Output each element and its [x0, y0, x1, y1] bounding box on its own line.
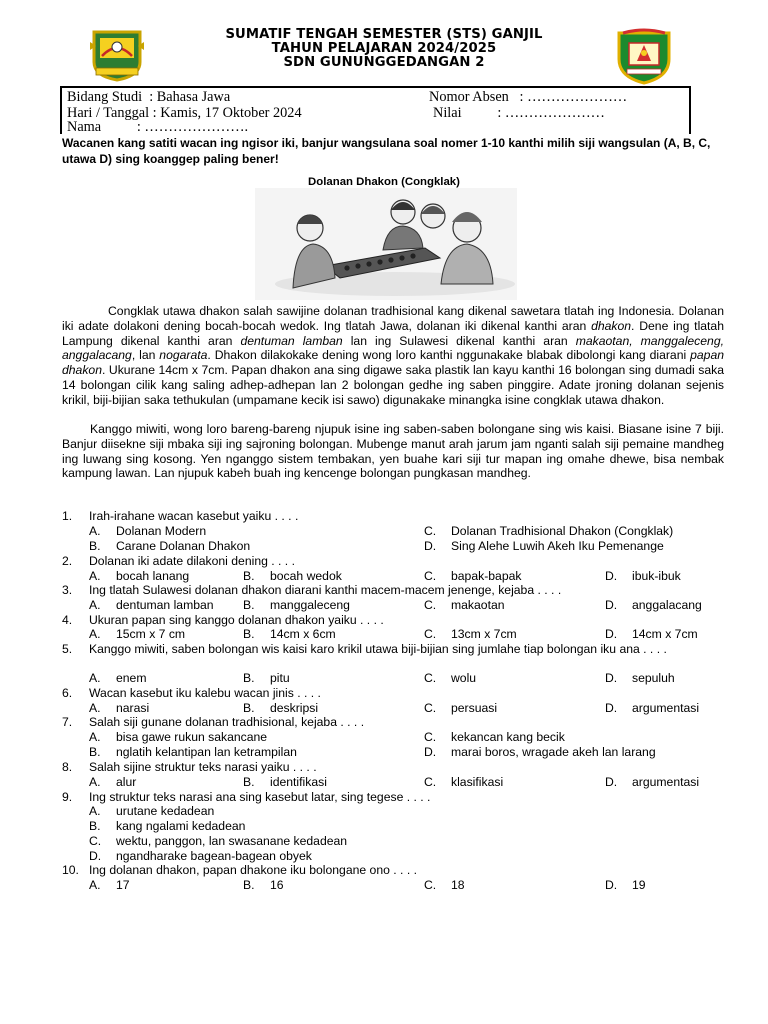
option-letter: B. [89, 819, 101, 833]
option-text: bapak-bapak [451, 569, 522, 583]
answer-option-b[interactable] [243, 627, 336, 641]
option-text: Carane Dolanan Dhakon [116, 539, 251, 553]
answer-option-b[interactable] [243, 598, 350, 612]
option-letter: D. [605, 627, 618, 641]
nilai-field[interactable]: Nilai : ………………… [433, 105, 605, 121]
option-text: klasifikasi [451, 775, 504, 789]
option-letter: A. [89, 524, 101, 538]
option-letter: B. [243, 569, 255, 583]
option-text: 13cm x 7cm [451, 627, 517, 641]
option-text: argumentasi [632, 775, 700, 789]
option-text: marai boros, wragade akeh lan larang [451, 745, 656, 759]
question-text: Ukuran papan sing kanggo dolanan dhakon yaiku . . . . [89, 613, 384, 627]
answer-option-b[interactable] [89, 745, 297, 759]
answer-option-a[interactable] [89, 730, 267, 744]
reading-paragraph-1: Congklak utawa dhakon salah sawijine dolanan tradhisional kang dikenal sawetara tlatah ing Indonesia. Dolanan iki adate dolakoni dening bocah-bocah wedok. Ing tlatah Jawa, dolanan iki dikenal kanthi aran dhakon. Dene ing tlatah Lampung dikenal kanthi aran dentuman lamban lan ing Sulawesi dikenal kanthi aran makaotan, manggaleceng, anggalacang, lan nogarata. Dhakon dilakokake dening wong loro kanthi nggunakake blabak dibolongi kang diarani papan dhakon. Ukurane 14cm x 7cm. Papan dhakon ana sing digawe saka plastik lan kayu kanthi 16 bolongan sing dumadi saka 14 bolongan cilik kang saling adhep-adhepan lan 2 bolongan gedhe ing saben pinggire. Adate jroning dolanan sejenis krikil, biji-bijian saka tethukulan (umpamane kecik isi sawo) digunakake minangka isine congklak utawa dhakon. [62, 304, 724, 407]
option-letter: C. [424, 598, 437, 612]
option-text: 16 [270, 878, 284, 892]
reading-paragraph-2: Kanggo miwiti, wong loro bareng-bareng njupuk isine ing saben-saben bolongane sing wis kaisi. Biasane isine 7 biji. Banjur diisekne siji mbaka siji ing sajroning bolongan. Mubenge manut arah jarum jam nganti salah siji pemaine mandheg ing luwang sing kosong. Yen nganggo sistem tembakan, yen buahe kari siji tur mapan ing omahe dhewe, bisa nembak kampung lawan. Lan njupuk kabeh buah ing kencenge bolongan pungkasan mandheg. [62, 422, 724, 481]
question-text: Dolanan iki adate dilakoni dening . . . . [89, 554, 295, 568]
option-letter: C. [89, 834, 102, 848]
option-letter: C. [424, 627, 437, 641]
question-number: 4. [62, 613, 73, 627]
option-text: identifikasi [270, 775, 327, 789]
children-playing-congklak-illustration [255, 188, 517, 300]
option-text: 19 [632, 878, 646, 892]
answer-option-c[interactable] [424, 878, 465, 892]
option-text: bocah lanang [116, 569, 190, 583]
option-letter: A. [89, 775, 101, 789]
question-text: Irah-irahane wacan kasebut yaiku . . . . [89, 509, 299, 523]
option-letter: B. [243, 701, 255, 715]
option-letter: B. [243, 627, 255, 641]
option-text: makaotan [451, 598, 505, 612]
question-number: 3. [62, 583, 73, 597]
question-text: Kanggo miwiti, saben bolongan wis kaisi karo krikil utawa biji-bijian sing jumlahe tiap bolongan iku ana . . . . [89, 642, 667, 656]
option-letter: A. [89, 569, 101, 583]
option-letter: B. [243, 671, 255, 685]
answer-option-d[interactable] [424, 539, 664, 553]
option-letter: C. [424, 775, 437, 789]
option-letter: A. [89, 878, 101, 892]
answer-option-b[interactable] [89, 539, 250, 553]
answer-option-c[interactable] [424, 701, 497, 715]
option-text: deskripsi [270, 701, 319, 715]
answer-option-b[interactable] [243, 878, 284, 892]
option-text: Dolanan Modern [116, 524, 207, 538]
option-text: 15cm x 7 cm [116, 627, 186, 641]
question-text: Salah sijine struktur teks narasi yaiku . . . . [89, 760, 317, 774]
question-number: 6. [62, 686, 73, 700]
option-letter: C. [424, 701, 437, 715]
option-text: narasi [116, 701, 150, 715]
question-number: 8. [62, 760, 73, 774]
option-text: bisa gawe rukun sakancane [116, 730, 268, 744]
question-text: Ing struktur teks narasi ana sing kasebut latar, sing tegese . . . . [89, 790, 431, 804]
question-text: Ing tlatah Sulawesi dolanan dhakon diarani kanthi macem-macem jenenge, kejaba . . . . [89, 583, 562, 597]
option-letter: A. [89, 804, 101, 818]
option-letter: D. [89, 849, 102, 863]
option-letter: D. [605, 671, 618, 685]
answer-option-a[interactable] [89, 569, 189, 583]
option-letter: D. [605, 569, 618, 583]
name-field[interactable]: Nama : …………………. [67, 119, 249, 135]
answer-option-a[interactable] [89, 775, 136, 789]
answer-option-c[interactable] [424, 569, 521, 583]
option-text: sepuluh [632, 671, 675, 685]
option-letter: D. [605, 775, 618, 789]
option-text: Dolanan Tradhisional Dhakon (Congklak) [451, 524, 674, 538]
option-letter: A. [89, 730, 101, 744]
option-letter: A. [89, 627, 101, 641]
answer-option-a[interactable] [89, 524, 206, 538]
answer-option-b[interactable] [243, 569, 342, 583]
option-letter: D. [605, 878, 618, 892]
question-number: 5. [62, 642, 73, 656]
option-letter: B. [243, 878, 255, 892]
option-text: enem [116, 671, 147, 685]
answer-option-a[interactable] [89, 701, 149, 715]
option-text: alur [116, 775, 137, 789]
answer-option-c[interactable] [89, 834, 347, 848]
option-letter: C. [424, 878, 437, 892]
answer-option-c[interactable] [424, 627, 517, 641]
answer-option-a[interactable] [89, 804, 214, 818]
option-text: wektu, panggon, lan swasanane kedadean [116, 834, 348, 848]
option-text: Sing Alehe Luwih Akeh Iku Pemenange [451, 539, 664, 553]
answer-option-c[interactable] [424, 775, 503, 789]
answer-option-a[interactable] [89, 671, 147, 685]
question-number: 7. [62, 715, 73, 729]
option-letter: B. [89, 745, 101, 759]
reading-title: Dolanan Dhakon (Congklak) [308, 176, 460, 188]
option-letter: D. [424, 539, 437, 553]
answer-option-d[interactable] [605, 671, 675, 685]
absen-field[interactable]: Nomor Absen : ………………… [429, 89, 628, 105]
question-number: 10. [62, 863, 79, 877]
question-text: Ing dolanan dhakon, papan dhakone iku bolongane ono . . . . [89, 863, 417, 877]
answer-option-c[interactable] [424, 598, 505, 612]
answer-option-a[interactable] [89, 598, 214, 612]
option-text: ibuk-ibuk [632, 569, 681, 583]
option-letter: A. [89, 671, 101, 685]
question-number: 2. [62, 554, 73, 568]
option-text: urutane kedadean [116, 804, 215, 818]
answer-option-c[interactable] [424, 730, 565, 744]
option-text: bocah wedok [270, 569, 342, 583]
option-letter: C. [424, 569, 437, 583]
option-text: 14cm x 6cm [270, 627, 336, 641]
answer-option-d[interactable] [424, 745, 656, 759]
subject-field: Bidang Studi : Bahasa Jawa [67, 89, 231, 105]
option-text: persuasi [451, 701, 498, 715]
academic-year: TAHUN PELAJARAN 2024/2025 [271, 41, 497, 56]
answer-option-b[interactable] [243, 671, 290, 685]
option-letter: B. [243, 598, 255, 612]
exam-title: SUMATIF TENGAH SEMESTER (STS) GANJIL [225, 27, 543, 42]
option-text: wolu [451, 671, 477, 685]
option-text: nglatih kelantipan lan ketrampilan [116, 745, 297, 759]
option-letter: D. [605, 701, 618, 715]
option-text: anggalacang [632, 598, 702, 612]
question-number: 1. [62, 509, 73, 523]
option-letter: A. [89, 598, 101, 612]
option-text: 14cm x 7cm [632, 627, 698, 641]
answer-option-d[interactable] [605, 598, 702, 612]
answer-option-d[interactable] [605, 627, 698, 641]
option-text: kang ngalami kedadean [116, 819, 246, 833]
option-letter: D. [605, 598, 618, 612]
answer-option-a[interactable] [89, 627, 185, 641]
option-text: pitu [270, 671, 290, 685]
option-letter: B. [89, 539, 101, 553]
date-field: Hari / Tanggal : Kamis, 17 Oktober 2024 [67, 105, 302, 121]
answer-option-b[interactable] [243, 775, 327, 789]
option-letter: C. [424, 671, 437, 685]
option-letter: A. [89, 701, 101, 715]
answer-option-c[interactable] [424, 671, 476, 685]
option-letter: D. [424, 745, 437, 759]
question-number: 9. [62, 790, 73, 804]
school-name: SDN GUNUNGGEDANGAN 2 [283, 55, 485, 70]
question-text: Wacan kasebut iku kalebu wacan jinis . . . . [89, 686, 321, 700]
question-text: Salah siji gunane dolanan tradhisional, kejaba . . . . [89, 715, 365, 729]
instruction-text: Wacanen kang satiti wacan ing ngisor iki, banjur wangsulana soal nomer 1-10 kanthi milih siji wangsulan (A, B, C, utawa D) sing koanggep paling bener! [62, 136, 711, 166]
answer-option-d[interactable] [605, 701, 699, 715]
answer-option-a[interactable] [89, 878, 130, 892]
answer-option-d[interactable] [605, 775, 699, 789]
option-letter: C. [424, 524, 437, 538]
answer-option-d[interactable] [605, 569, 681, 583]
option-text: ngandharake bagean-bagean obyek [116, 849, 312, 863]
option-text: dentuman lamban [116, 598, 214, 612]
answer-option-d[interactable] [89, 849, 312, 863]
option-letter: B. [243, 775, 255, 789]
answer-option-d[interactable] [605, 878, 646, 892]
option-text: 18 [451, 878, 465, 892]
answer-option-b[interactable] [243, 701, 318, 715]
option-letter: C. [424, 730, 437, 744]
answer-option-c[interactable] [424, 524, 673, 538]
option-text: 17 [116, 878, 130, 892]
option-text: manggaleceng [270, 598, 350, 612]
option-text: argumentasi [632, 701, 700, 715]
answer-option-b[interactable] [89, 819, 245, 833]
option-text: kekancan kang becik [451, 730, 565, 744]
